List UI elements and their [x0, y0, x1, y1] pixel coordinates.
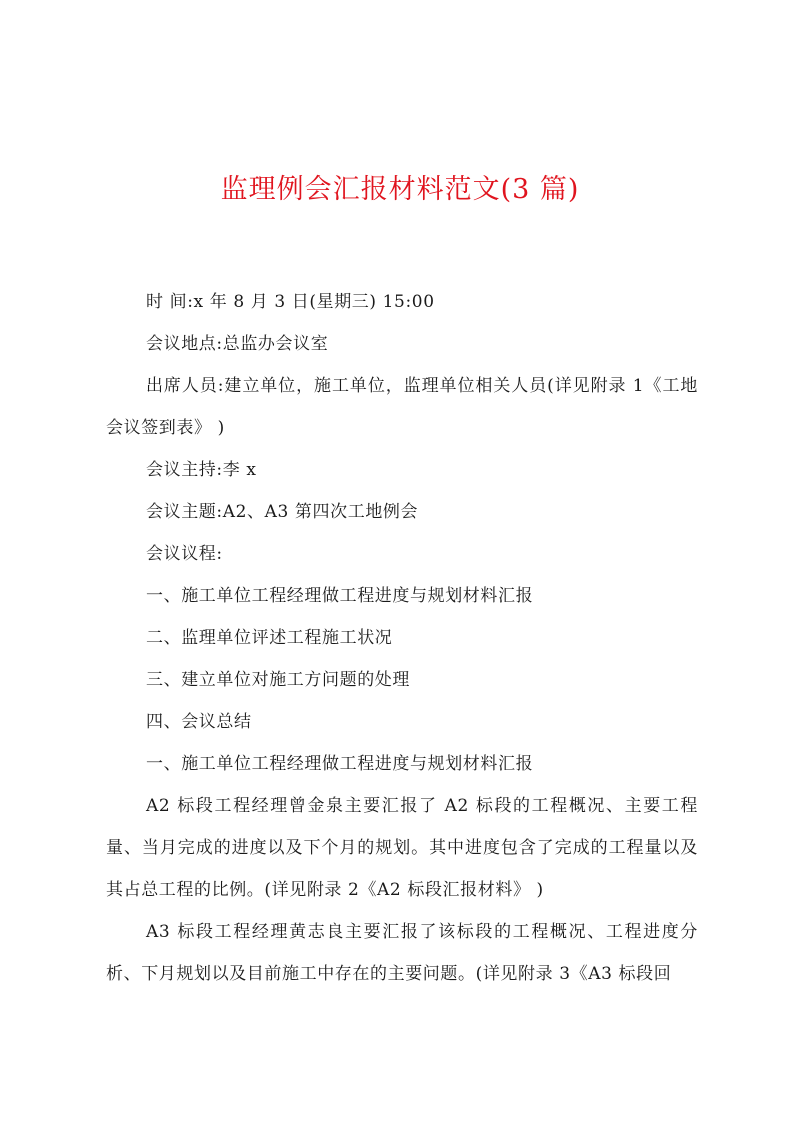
agenda-item-1: 一、施工单位工程经理做工程进度与规划材料汇报: [146, 586, 534, 606]
document-body: [106, 281, 698, 995]
agenda-heading: 会议议程:: [146, 544, 223, 564]
agenda-item-3: 三、建立单位对施工方问题的处理: [146, 670, 410, 690]
meeting-attendees: 出席人员:建立单位，施工单位，监理单位相关人员(详见附录 1《工地会议签到表》 ): [106, 376, 698, 438]
paragraph-a3-report: A3 标段工程经理黄志良主要汇报了该标段的工程概况、工程进度分析、下月规划以及目前施工中存在的主要问题。(详见附录 3《A3 标段回: [106, 922, 698, 984]
section-heading-1: 一、施工单位工程经理做工程进度与规划材料汇报: [146, 754, 534, 774]
paragraph-a2-report: A2 标段工程经理曾金泉主要汇报了 A2 标段的工程概况、主要工程量、当月完成的进度以及下个月的规划。其中进度包含了完成的工程量以及其占总工程的比例。(详见附录 2《A2 标段汇报材料》 ): [106, 796, 698, 900]
agenda-item-4: 四、会议总结: [146, 712, 252, 732]
meeting-host: 会议主持:李 x: [146, 460, 257, 480]
agenda-item-2: 二、监理单位评述工程施工状况: [146, 628, 393, 648]
meeting-time: 时 间:x 年 8 月 3 日(星期三) 15:00: [146, 292, 435, 312]
meeting-topic: 会议主题:A2、A3 第四次工地例会: [146, 502, 419, 522]
meeting-location: 会议地点:总监办会议室: [146, 334, 329, 354]
document-title: 监理例会汇报材料范文(3 篇): [220, 174, 580, 205]
